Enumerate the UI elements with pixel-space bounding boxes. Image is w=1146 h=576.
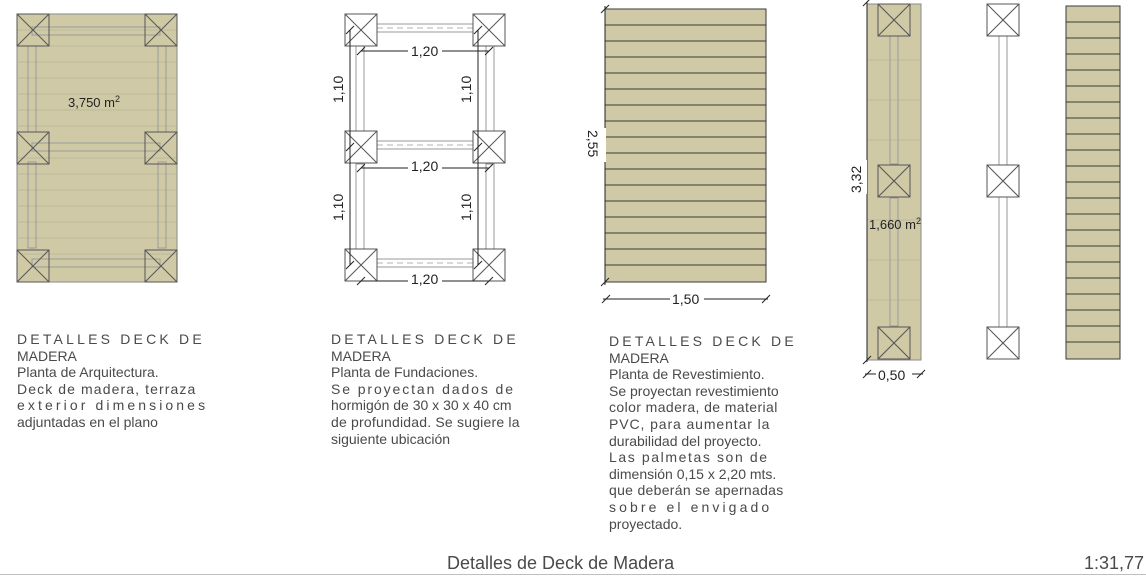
description-heading: DETALLES DECK DE: [331, 331, 519, 347]
dim-right-upper: 1,10: [458, 75, 474, 103]
footer-divider: [0, 574, 1146, 575]
dim-cladding-width: 1,50: [672, 291, 700, 307]
description-cladding: [609, 333, 806, 532]
description-line: Planta de Fundaciones.: [331, 364, 479, 381]
dim-strip-width: 0,50: [878, 367, 906, 383]
strip-area-label: 1,660 $m^2$: [869, 216, 921, 232]
area-label: 3,750 $m^2$: [68, 94, 120, 110]
description-line: proyectado.: [609, 515, 683, 532]
dim-beam-bottom: 1,20: [411, 271, 439, 287]
description-line: Planta de Revestimiento.: [609, 366, 765, 383]
description-line: durabilidad del proyecto.: [609, 432, 762, 449]
dim-beam-top: 1,20: [411, 43, 439, 59]
plan-strip-architecture: [848, 0, 925, 383]
cladding-surface: [605, 9, 766, 282]
dim-beam-middle: 1,20: [411, 158, 439, 174]
description-line: PVC, para aumentar la: [609, 415, 771, 432]
description-line: Planta de Arquitectura.: [17, 364, 159, 381]
plan-cladding: [585, 5, 770, 307]
description-line: sobre el envigado: [609, 498, 773, 515]
description-line: de profundidad. Se sugiere la: [331, 413, 520, 430]
description-line: dimensión 0,15 x 2,20 mts.: [609, 465, 777, 482]
dim-right-lower: 1,10: [458, 193, 474, 221]
dimension-lines-v: [346, 26, 482, 269]
dim-cladding-height: 2,55: [585, 130, 601, 158]
dim-strip-height: 3,32: [848, 165, 864, 193]
description-line: adjuntadas en el plano: [17, 413, 158, 430]
description-line: Las palmetas son de: [609, 449, 769, 466]
description-heading: DETALLES DECK DE: [17, 331, 205, 347]
description-architecture: [17, 331, 222, 431]
description-heading-2: MADERA: [17, 347, 77, 364]
description-foundations: [331, 331, 541, 447]
description-line: Se proyectan dados de: [331, 380, 515, 397]
strip-surface: [867, 4, 921, 360]
description-line: hormigón de 30 x 30 x 40 cm: [331, 397, 512, 414]
description-heading-2: MADERA: [331, 347, 391, 364]
plan-foundations: [330, 14, 505, 287]
description-heading: DETALLES DECK DE: [609, 333, 797, 349]
description-line: color madera, de material: [609, 399, 778, 416]
sheet-title: Detalles de Deck de Madera: [447, 553, 675, 573]
description-line: Deck de madera, terraza: [17, 380, 197, 397]
deck-surface: [17, 14, 177, 282]
dim-left-upper: 1,10: [330, 75, 346, 103]
center-lines: [377, 28, 473, 263]
description-heading-2: MADERA: [609, 349, 669, 366]
plan-strip-foundations: [987, 4, 1019, 359]
description-line: siguiente ubicación: [331, 430, 451, 447]
sheet-scale: 1:31,77: [1083, 553, 1144, 573]
plan-architecture: [17, 14, 177, 282]
description-line: que deberán se apernadas: [609, 482, 784, 499]
dim-left-lower: 1,10: [330, 193, 346, 221]
description-line: exterior dimensiones: [17, 397, 209, 414]
plan-strip-cladding: [1066, 6, 1120, 359]
description-line: Se proyectan revestimiento: [609, 382, 779, 399]
